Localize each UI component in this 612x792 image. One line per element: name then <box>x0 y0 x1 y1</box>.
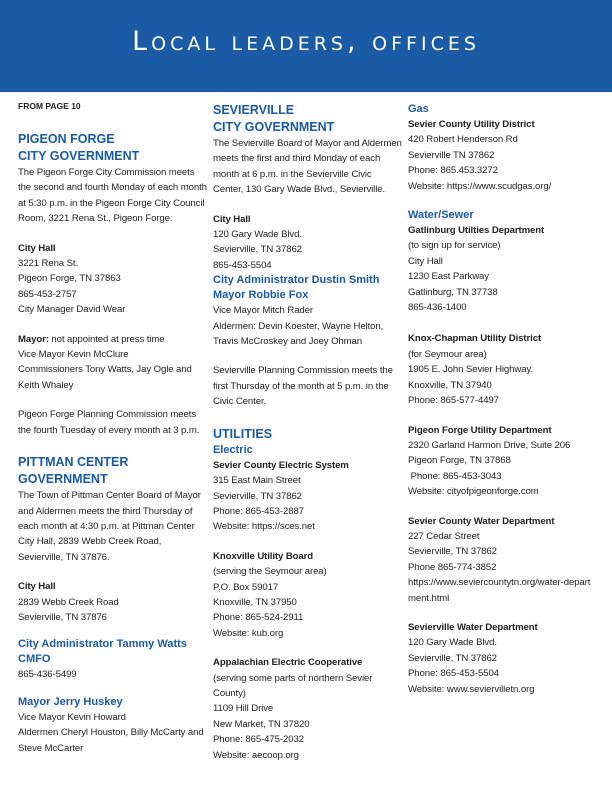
pigeon-forge-phone: 865-453-2757 <box>18 288 77 300</box>
pigeon-forge-heading-2: CITY GOVERNMENT <box>18 149 140 163</box>
water-sewer-heading: Water/Sewer <box>408 209 474 222</box>
sevierville-phone: 865-453-5504 <box>213 259 272 271</box>
kub-address-1: P.O. Box 59017 <box>213 581 279 593</box>
pfud-website: Website: cityofpigeonforge.com <box>408 486 539 498</box>
pittman-center-address-2: Sevierville, TN 37876 <box>18 611 107 623</box>
sevierville-mayor: Mayor Robbie Fox <box>213 289 309 302</box>
page-title: Local leaders, offices <box>132 26 480 57</box>
kub-phone: Phone: 865-524-2911 <box>213 612 304 624</box>
pittman-center-vice-mayor: Vice Mayor Kevin Howard <box>18 711 126 723</box>
scud-phone: Phone: 865.453.3272 <box>408 165 498 177</box>
scud-website: Website: https://www.scudgas.org/ <box>408 180 552 192</box>
pigeon-forge-planning: Pigeon Forge Planning Commission meets the fourth Tuesday of every month at 3 p.m. <box>18 409 200 436</box>
pittman-center-administrator: City Administrator Tammy Watts CMFO <box>18 638 187 666</box>
pittman-center-heading-2: GOVERNMENT <box>18 472 108 487</box>
aec-address-1: 1109 Hill Drive <box>213 703 274 715</box>
sevierville-heading: SEVIERVILLE <box>213 103 295 117</box>
scwd-website: https://www.seviercountytn.org/water-department.html <box>408 577 591 604</box>
pittman-center-address-1: 2839 Webb Creek Road <box>18 596 119 608</box>
scud-name: Sevier County Utility District <box>408 119 535 130</box>
sevierville-aldermen: Aldermen: Devin Koester, Wayne Helton, Travis McCroskey and Joey Ohman <box>213 320 384 348</box>
column-1 <box>18 98 208 756</box>
kc-name: Knox-Chapman Utility District <box>408 333 542 345</box>
column-3 <box>408 102 598 697</box>
pigeon-forge-meeting: The Pigeon Forge City Commission meets the second and fourth Monday of each month at 5:30 p.m. in the Pigeon Forge City Council Room, 3221 Rena St., Pigeon Forge. <box>18 167 207 225</box>
gud-phone: 865-436-1400 <box>408 302 467 314</box>
electric-heading: Electric <box>213 443 253 456</box>
pfud-phone: Phone: 865-453-3043 <box>408 470 502 482</box>
gud-line-2: 1230 East Parkway <box>408 271 489 283</box>
pfud-address-1: 2320 Garland Harmon Drive, Suite 206 <box>408 439 571 451</box>
gud-line-3: Gatlinburg, TN 37738 <box>408 286 498 298</box>
sevierville-address-1: 120 Gary Wade Blvd. <box>213 229 302 241</box>
sces-website: Website: https://sces.net <box>213 521 315 533</box>
kub-address-2: Knoxville, TN 37950 <box>213 596 297 608</box>
pigeon-forge-address-1: 3221 Rena St. <box>18 258 79 270</box>
pfud-address-2: Pigeon Forge, TN 37868 <box>408 455 511 467</box>
kub-name: Knoxville Utility Board <box>213 550 314 562</box>
scud-address-2: Sevierville TN 37862 <box>408 149 495 161</box>
swd-website: Website: www.seviervilletn.org <box>408 683 535 695</box>
gud-name: Gatlinburg Utilties Department <box>408 225 545 237</box>
pittman-center-aldermen: Aldermen Cheryl Houston, Billy McCarty and Steve McCarter <box>18 727 204 754</box>
pfud-name: Pigeon Forge Utility Department <box>408 424 552 436</box>
sevierville-heading-2: CITY GOVERNMENT <box>213 120 335 134</box>
utilities-heading: UTILITIES <box>213 426 273 441</box>
swd-address-1: 120 Gary Wade Blvd. <box>408 637 497 649</box>
pittman-center-meeting: The Town of Pittman Center Board of Mayor and Aldermen meets the third Thursday of each month at 4:30 p.m. at Pittman Center City Hall, 2839 Webb Creek Road, Sevierville, TN 37876. <box>18 490 201 563</box>
pittman-center-city-hall-label: City Hall <box>18 581 56 593</box>
sevierville-meeting: The Sevierville Board of Mayor and Aldermen meets the first and third Monday of each month at 6 p.m. in the Sevierville Civic Center, 130 Gary Wade Blvd., Sevierville. <box>213 138 402 196</box>
gas-heading: Gas <box>408 103 429 115</box>
sces-phone: Phone: 865-453-2887 <box>213 505 304 517</box>
aec-note: (serving some parts of northern Sevier County) <box>213 672 373 699</box>
swd-phone: Phone: 865-453-5504 <box>408 668 499 680</box>
sevierville-administrator: City Administrator Dustin Smith <box>213 274 380 287</box>
mayor-text: not appointed at press time <box>48 333 165 345</box>
sces-name: Sevier County Electric System <box>213 459 349 471</box>
aec-address-2: New Market, TN 37820 <box>213 718 310 730</box>
pigeon-forge-heading: PIGEON FORGE <box>18 132 115 146</box>
scwd-name: Sevier County Water Department <box>408 515 555 527</box>
sevierville-address-2: Sevierville, TN 37862 <box>213 244 302 256</box>
kub-note: (serving the Seymour area) <box>213 566 327 578</box>
kc-address-2: Knoxville, TN 37940 <box>408 379 492 391</box>
pittman-center-admin-phone: 865-436-5499 <box>18 669 77 681</box>
kc-note: (for Seymour area) <box>408 348 487 360</box>
sces-address-2: Sevierville, TN 37862 <box>213 490 302 502</box>
sces-address-1: 315 East Main Street <box>213 475 301 487</box>
pigeon-forge-vice-mayor: Vice Mayor Kevin McClure <box>18 349 129 361</box>
sevierville-vice-mayor: Vice Mayor Mitch Rader <box>213 305 313 317</box>
scwd-phone: Phone 865-774-3852 <box>408 561 497 573</box>
kc-phone: Phone: 865-577-4497 <box>408 395 499 407</box>
pigeon-forge-manager: City Manager David Wear <box>18 304 126 316</box>
column-2 <box>213 102 403 763</box>
gud-note: (to sign up for service) <box>408 240 501 252</box>
aec-name: Appalachian Electric Cooperative <box>213 657 363 669</box>
title-banner <box>0 0 612 92</box>
swd-name: Sevierville Water Department <box>408 621 538 633</box>
aec-website: Website: aecoop.org <box>213 749 299 761</box>
sevierville-city-hall-label: City Hall <box>213 213 251 225</box>
pigeon-forge-commissioners: Commissioners Tony Watts, Jay Ogle and Keith Whaley <box>18 364 192 391</box>
scwd-address-1: 227 Cedar Street <box>408 530 480 542</box>
mayor-label: Mayor: <box>18 333 49 345</box>
pigeon-forge-city-hall-label: City Hall <box>18 242 56 254</box>
kc-address-1: 1905 E. John Sevier Highway. <box>408 364 534 376</box>
pittman-center-mayor: Mayor Jerry Huskey <box>18 695 123 708</box>
pigeon-forge-address-2: Pigeon Forge, TN 37863 <box>18 273 121 285</box>
aec-phone: Phone: 865-475-2032 <box>213 734 304 746</box>
pigeon-forge-mayor <box>18 332 208 347</box>
pittman-center-heading: PITTMAN CENTER <box>18 455 129 470</box>
gud-line-1: City Hall <box>408 255 443 267</box>
from-page-label: FROM PAGE 10 <box>18 101 81 111</box>
scwd-address-2: Sevierville, TN 37862 <box>408 546 497 558</box>
swd-address-2: Sevierville, TN 37862 <box>408 652 497 664</box>
sevierville-planning: Sevierville Planning Commission meets the first Thursday of the month at 5 p.m. in the Civic Center. <box>213 365 393 408</box>
scud-address-1: 420 Robert Henderson Rd <box>408 134 518 146</box>
kub-website: Website: kub.org <box>213 627 284 639</box>
